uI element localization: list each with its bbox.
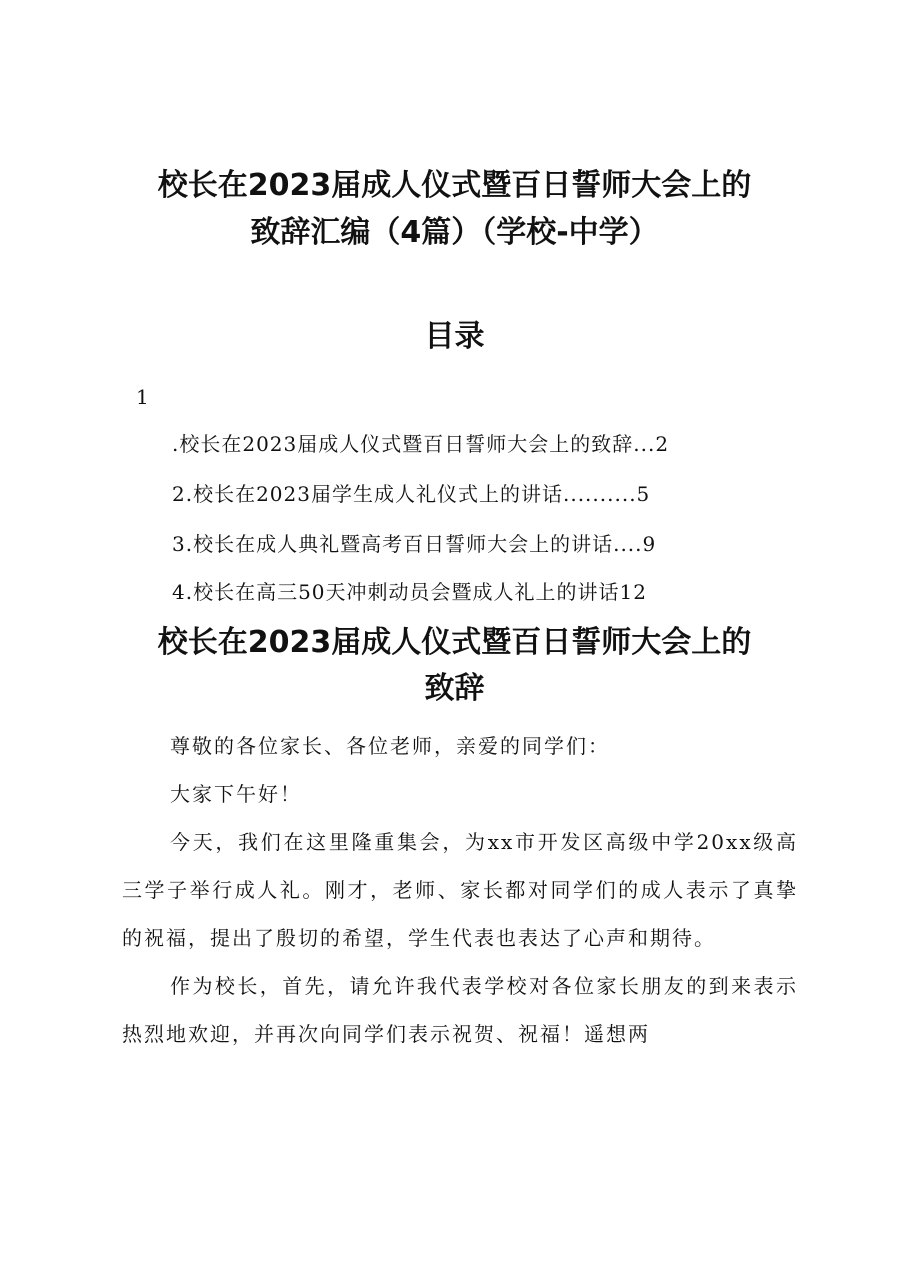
speech-body	[122, 722, 798, 1058]
document-title	[0, 162, 909, 256]
paragraph-salutation: 尊敬的各位家长、各位老师，亲爱的同学们：	[170, 734, 610, 758]
toc-entry-3[interactable]: 3.校长在成人典礼暨高考百日誓师大会上的讲话....9	[172, 532, 657, 556]
toc-entry-1[interactable]: .校长在2023届成人仪式暨百日誓师大会上的致辞...2	[172, 432, 670, 456]
toc-entry-2[interactable]: 2.校长在2023届学生成人礼仪式上的讲话..........5	[172, 482, 651, 506]
toc-heading: 目录	[424, 319, 485, 354]
toc-marker: 1	[136, 385, 149, 409]
document-title-line-1: 校长在2023届成人仪式暨百日誓师大会上的	[157, 168, 752, 203]
paragraph-welcome: 作为校长，首先，请允许我代表学校对各位家长朋友的到来表示热烈地欢迎，并再次向同学们表示祝贺、祝福！遥想两	[122, 974, 798, 1046]
paragraph-greeting: 大家下午好！	[170, 782, 302, 806]
section-title	[0, 620, 909, 712]
paragraph-introduction: 今天，我们在这里隆重集会，为xx市开发区高级中学20xx级高三学子举行成人礼。刚才，老师、家长都对同学们的成人表示了真挚的祝福，提出了殷切的希望，学生代表也表达了心声和期待。	[122, 830, 798, 950]
section-title-line-2: 致辞	[424, 671, 485, 706]
section-title-line-1: 校长在2023届成人仪式暨百日誓师大会上的	[157, 625, 752, 660]
toc-entry-4[interactable]: 4.校长在高三50天冲刺动员会暨成人礼上的讲话12	[172, 580, 647, 604]
document-title-line-2: 致辞汇编（4篇）（学校-中学）	[250, 215, 659, 250]
